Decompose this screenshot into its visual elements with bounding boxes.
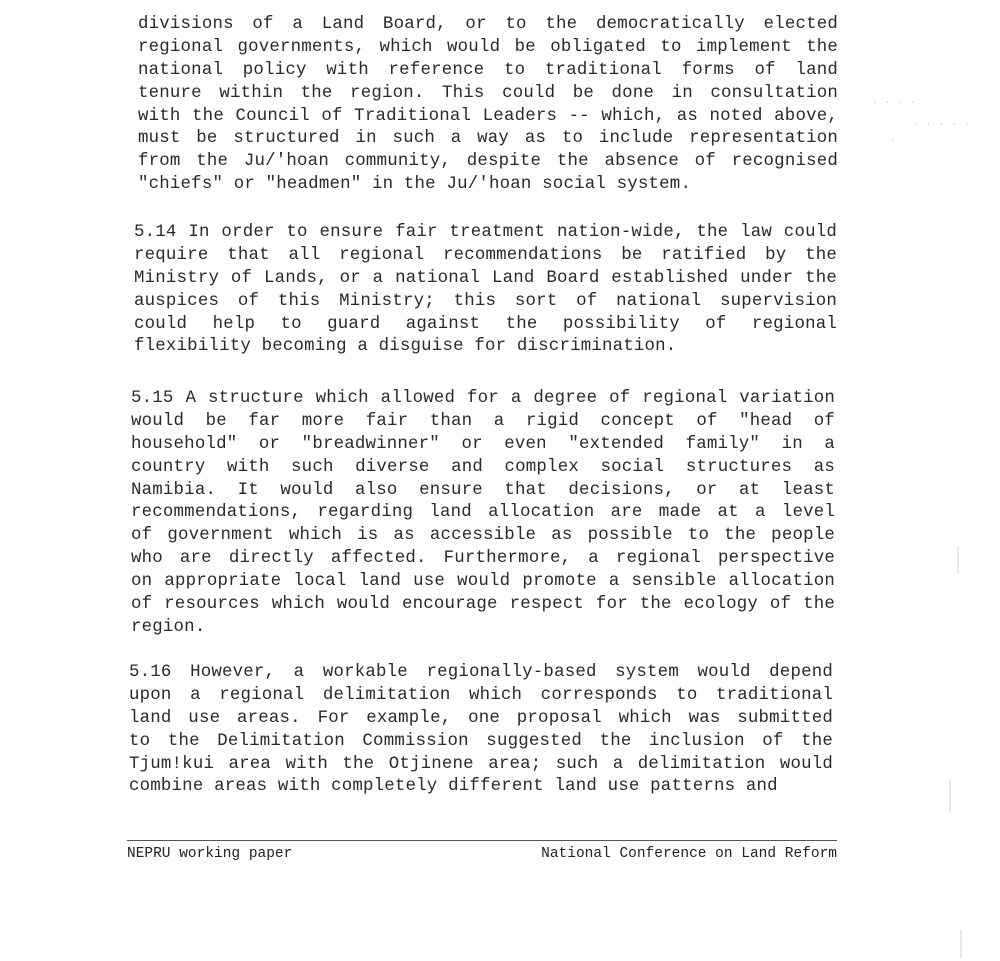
text-line: require that all regional recommendations be ratified by the — [134, 245, 837, 265]
text-line: Tjum!kui area with the Otjinene area; such a delimitation would — [129, 754, 833, 774]
text-line: would be far more fair than a rigid concept of "head of — [131, 411, 835, 431]
scan-edge-mark — [957, 546, 959, 574]
text-line: national policy with reference to traditional forms of land — [138, 60, 838, 80]
text-line: with the Council of Traditional Leaders -- which, as noted above, — [138, 106, 838, 126]
text-line: could help to guard against the possibility of regional — [134, 314, 837, 334]
text-line: country with such diverse and complex social structures as — [131, 457, 835, 477]
text-line: to the Delimitation Commission suggested the inclusion of the — [129, 731, 833, 751]
text-line: auspices of this Ministry; this sort of national supervision — [134, 291, 837, 311]
text-line: divisions of a Land Board, or to the democratically elected — [138, 15, 838, 34]
footer-left-text: NEPRU working paper — [127, 846, 293, 862]
footer-rule — [127, 840, 837, 841]
text-line: "chiefs" or "headmen" in the Ju/'hoan social system. — [138, 175, 692, 195]
scan-speck: . . . . — [872, 96, 917, 106]
paragraph-5-14 — [134, 222, 837, 359]
scan-edge-mark — [949, 780, 951, 812]
text-line: Ministry of Lands, or a national Land Board established under the — [134, 268, 837, 288]
text-line: household" or "breadwinner" or even "extended family" in a — [131, 434, 835, 454]
text-line: who are directly affected. Furthermore, a regional perspective — [131, 549, 835, 569]
text-line: upon a regional delimitation which corresponds to traditional — [129, 685, 833, 705]
scan-edge-mark — [960, 930, 962, 958]
text-line: region. — [131, 617, 206, 637]
text-line: land use areas. For example, one proposal which was submitted — [129, 708, 833, 728]
text-line: Namibia. It would also ensure that decisions, or at least — [131, 480, 835, 500]
text-line: from the Ju/'hoan community, despite the absence of recognised — [138, 152, 838, 172]
text-line: on appropriate local land use would promote a sensible allocation — [131, 572, 835, 592]
text-line: combine areas with completely different land use patterns and — [129, 777, 778, 797]
footer-right-text: National Conference on Land Reform — [541, 846, 837, 862]
text-line: of government which is as accessible as possible to the people — [131, 526, 835, 546]
paragraph-5-16 — [129, 662, 833, 799]
scan-speck: . — [890, 133, 897, 143]
text-line: must be structured in such a way as to include representation — [138, 129, 838, 149]
paragraph-5-13-continued — [138, 14, 838, 197]
text-line: 5.15 A structure which allowed for a degree of regional variation — [131, 389, 835, 408]
text-line: of resources which would encourage respect for the ecology of the — [131, 595, 835, 615]
scan-speck: . . . . . — [913, 118, 971, 128]
text-line: regional governments, which would be obligated to implement the — [138, 37, 838, 57]
text-line: recommendations, regarding land allocation are made at a level — [131, 503, 835, 523]
text-line: 5.14 In order to ensure fair treatment nation-wide, the law could — [134, 223, 837, 242]
paragraph-5-15 — [131, 388, 835, 640]
text-line: flexibility becoming a disguise for discrimination. — [134, 337, 677, 357]
text-line: tenure within the region. This could be done in consultation — [138, 83, 838, 103]
text-line: 5.16 However, a workable regionally-based system would depend — [129, 663, 833, 682]
